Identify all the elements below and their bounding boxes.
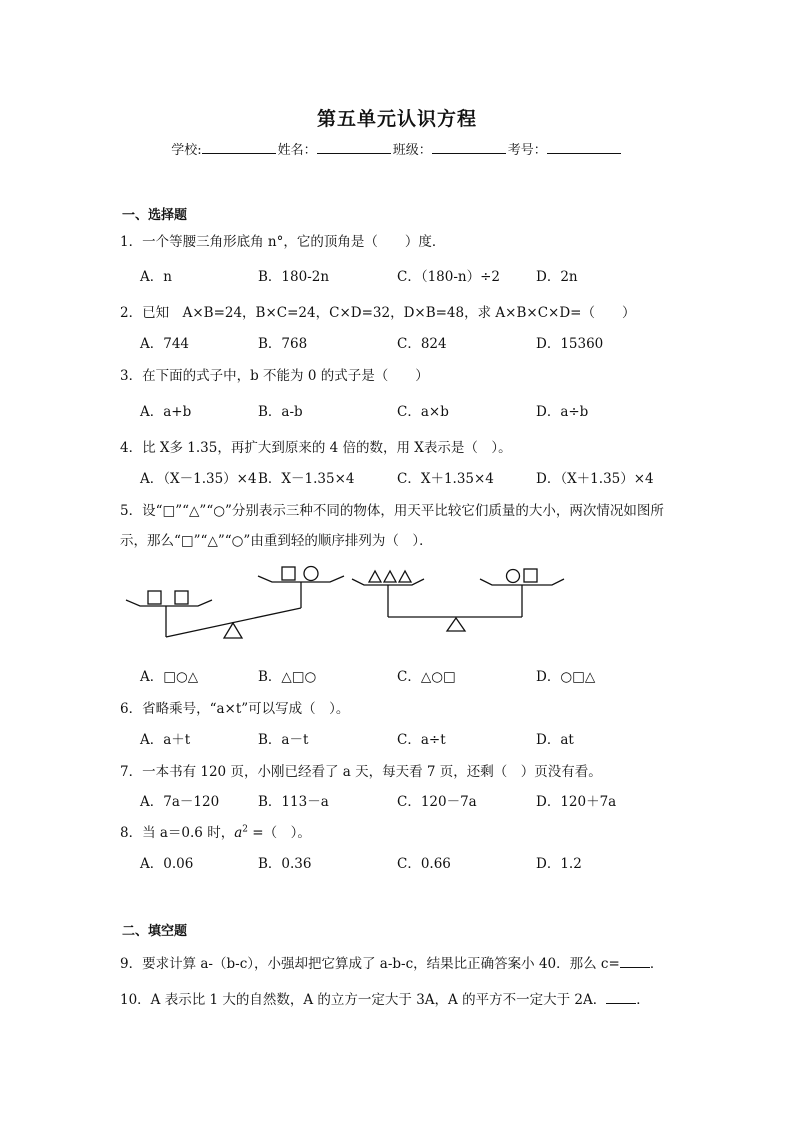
triangle-icon [384, 571, 396, 582]
question-6: 6．省略乘号，“a×t”可以写成（ ）。 [120, 701, 350, 717]
option-b[interactable]: B．X－1.35×4 [258, 471, 355, 487]
triangle-icon [399, 571, 411, 582]
option-d[interactable]: D．（X＋1.35）×4 [536, 471, 654, 487]
question-6-options [140, 728, 700, 746]
triangle-icon [369, 571, 381, 582]
question-3-options [140, 400, 700, 418]
question-4: 4．比 X多 1.35，再扩大到原来的 4 倍的数，用 X表示是（ ）。 [120, 440, 512, 456]
option-d[interactable]: D．○□△ [536, 669, 596, 685]
square-icon [524, 569, 537, 582]
question-10 [120, 988, 650, 1008]
option-a[interactable]: A．0.06 [140, 856, 194, 872]
question-9-text: 9．要求计算 a-（b-c），小强却把它算成了 a-b-c，结果比正确答案小 40．那么 c= [120, 956, 620, 972]
left-scale-fulcrum [224, 623, 242, 638]
option-c[interactable]: C．0.66 [397, 856, 451, 872]
option-b[interactable]: B．△□○ [258, 669, 317, 685]
left-scale-beam [166, 608, 301, 637]
option-c[interactable]: C．a×b [397, 404, 449, 420]
school-blank[interactable] [202, 141, 276, 154]
name-blank[interactable] [317, 141, 391, 154]
option-a[interactable]: A．744 [140, 336, 190, 352]
question-7-options [140, 790, 700, 808]
option-a[interactable]: A．a＋t [140, 732, 191, 748]
option-a[interactable]: A．（X－1.35）×4 [140, 471, 257, 487]
option-a[interactable]: A．n [140, 269, 172, 285]
class-blank[interactable] [432, 141, 506, 154]
question-4-options [140, 467, 700, 485]
option-b[interactable]: B．a-b [258, 404, 303, 420]
option-b[interactable]: B．113－a [258, 794, 329, 810]
question-8-options [140, 852, 700, 870]
question-5-line-2: 示，那么“□”“△”“○”由重到轻的顺序排列为（ ）． [120, 533, 433, 549]
option-c[interactable]: C．（180-n）÷2 [397, 269, 501, 285]
option-c[interactable]: C．X＋1.35×4 [397, 471, 494, 487]
page-title: 第五单元认识方程 [316, 108, 477, 130]
circle-icon [304, 567, 318, 581]
option-b[interactable]: B．768 [258, 336, 308, 352]
section-title-fill: 二、填空题 [122, 924, 188, 939]
question-1-options [140, 265, 700, 283]
name-label: 姓名： [277, 143, 317, 158]
question-8 [120, 821, 311, 841]
section-title-choice: 一、选择题 [122, 208, 188, 223]
option-b[interactable]: B．180-2n [258, 269, 330, 285]
question-9 [120, 952, 663, 972]
question-5-options [140, 665, 700, 683]
option-c[interactable]: C．△○□ [397, 669, 456, 685]
question-8-exponent: 2 [242, 824, 248, 835]
question-1: 1．一个等腰三角形底角 n°，它的顶角是（ ）度． [120, 234, 446, 250]
question-8-variable: a [234, 825, 243, 841]
question-10-text: 10．A 表示比 1 大的自然数，A 的立方一定大于 3A，A 的平方不一定大于 2A． [120, 992, 607, 1008]
option-a[interactable]: A．7a－120 [140, 794, 220, 810]
option-a[interactable]: A．□○△ [140, 669, 199, 685]
right-scale-right-pan [480, 579, 564, 585]
question-2-options [140, 332, 700, 350]
option-c[interactable]: C．120－7a [397, 794, 477, 810]
question-9-end: ． [649, 956, 664, 972]
option-d[interactable]: D．120＋7a [536, 794, 617, 810]
square-icon [282, 567, 295, 580]
left-scale-low-pan [126, 600, 212, 606]
question-2: 2．已知 A×B=24，B×C=24，C×D=32，D×B=48，求 A×B×C×D=（ ） [120, 305, 636, 321]
option-a[interactable]: A．a+b [140, 404, 192, 420]
question-10-end: ． [636, 992, 650, 1008]
option-d[interactable]: D．at [536, 732, 574, 748]
square-icon [175, 591, 188, 604]
question-8-prefix: 8．当 a＝0.6 时， [120, 825, 235, 841]
answer-blank[interactable] [606, 991, 636, 1004]
option-d[interactable]: D．a÷b [536, 404, 589, 420]
option-c[interactable]: C．a÷t [397, 732, 446, 748]
balance-scales-figure [120, 560, 580, 645]
number-blank[interactable] [547, 141, 621, 154]
option-b[interactable]: B．0.36 [258, 856, 312, 872]
question-8-suffix: =（ ）。 [248, 825, 311, 841]
number-label: 考号： [507, 143, 547, 158]
answer-blank[interactable] [620, 955, 650, 968]
question-7: 7．一本书有 120 页，小刚已经看了 a 天，每天看 7 页，还剩（ ）页没有看。 [120, 764, 602, 780]
question-3: 3．在下面的式子中，b 不能为 0 的式子是（ ） [120, 368, 429, 384]
school-label: 学校: [171, 143, 202, 158]
right-scale-fulcrum [447, 618, 465, 631]
option-c[interactable]: C．824 [397, 336, 447, 352]
option-d[interactable]: D．2n [536, 269, 578, 285]
option-d[interactable]: D．1.2 [536, 856, 582, 872]
option-b[interactable]: B．a－t [258, 732, 309, 748]
option-d[interactable]: D．15360 [536, 336, 604, 352]
circle-icon [507, 570, 520, 583]
question-5-line-1: 5．设“□”“△”“○”分别表示三种不同的物体，用天平比较它们质量的大小，两次情况如图所 [120, 503, 664, 519]
square-icon [148, 591, 161, 604]
student-info-line [0, 139, 794, 158]
class-label: 班级： [392, 143, 432, 158]
left-scale-high-pan [258, 576, 344, 582]
